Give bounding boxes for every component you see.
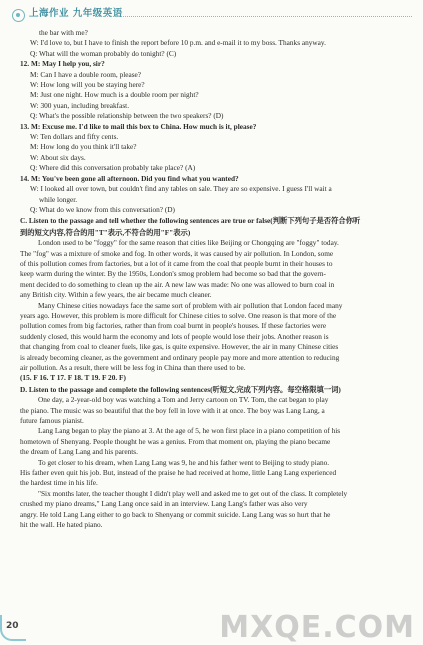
text-line: W: I looked all over town, but couldn't find any tables on sale. They are so expensive. I guess I'll wait a <box>30 184 332 194</box>
text-line: suddenly closed, this would harm the economy and lots of people would lose their jobs. Another reason is <box>20 331 329 341</box>
text-line: years ago. However, this problem is more difficult for Chinese cities to solve. One reason is that more of the <box>20 310 337 320</box>
text-line: Many Chinese cities nowadays face the same sort of problem with air pollution that London faced many <box>38 300 343 310</box>
text-line: pollution comes from big factories, rather than from coal burnt in people's houses. If these factories were <box>20 321 327 331</box>
book-title: 上海作业 九年级英语 <box>29 8 123 19</box>
book-logo-icon <box>12 9 25 22</box>
text-line: W: About six days. <box>30 152 86 162</box>
text-line: Q: What's the possible relationship between the two speakers? (D) <box>30 111 224 121</box>
text-line: future famous pianist. <box>20 416 84 426</box>
text-line: while longer. <box>39 194 78 204</box>
text-line: His father even quit his job. But, instead of the praise he had received at home, little Lang Lang experienced <box>20 468 337 478</box>
text-line: M: Can I have a double room, please? <box>30 69 142 79</box>
text-line: hometown of Shenyang. People thought he was a genius. From that moment on, playing the piano became <box>20 436 331 446</box>
text-line: hit the wall. He hated piano. <box>20 520 103 530</box>
text-line: D. Listen to the passage and complete the following sentences(听短文,完成下列内容。每空格限填一词) <box>20 384 341 394</box>
header-rule <box>97 16 412 17</box>
text-line: angry. He told Lang Lang either to go back to Shenyang or commit suicide. Lang Lang was so hurt that he <box>20 509 331 519</box>
text-line: that changing from coal to cleaner fuels, like gas, is quite expensive. However, the air in many Chinese cities <box>20 342 339 352</box>
text-line: M: How long do you think it'll take? <box>30 142 137 152</box>
text-line: (15. F 16. T 17. F 18. T 19. F 20. F) <box>20 373 126 383</box>
text-line: London used to be "foggy" for the same reason that cities like Beijing or Chongqing are "foggy" today. <box>38 238 339 248</box>
text-line: One day, a 2-year-old boy was watching a Tom and Jerry cartoon on TV. Tom, the cat began to play <box>38 395 329 405</box>
text-line: 12. M: May I help you, sir? <box>20 59 105 69</box>
text-line: W: Ten dollars and fifty cents. <box>30 132 119 142</box>
text-line: W: How long will you be staying here? <box>30 80 145 90</box>
text-line: the dream of Lang Lang and his parents. <box>20 447 138 457</box>
text-line: keep warm during the winter. By the 1950s, London's smog problem had become so bad that the govern- <box>20 269 326 279</box>
text-line: M: Just one night. How much is a double room per night? <box>30 90 199 100</box>
text-line: any British city. Within a few years, the air became much cleaner. <box>20 290 212 300</box>
text-line: air pollution. As a result, there will be less fog in China than there used to be. <box>20 363 246 372</box>
text-line: ment decided to do something to clean up the air. A new law was made: No one was allowed to burn coal in <box>20 279 335 289</box>
text-line: Q: What will the woman probably do tonight? (C) <box>30 48 177 58</box>
text-line: W: 300 yuan, including breakfast. <box>30 100 130 110</box>
text-line: the hardest time in his life. <box>20 478 98 488</box>
text-line: "Six months later, the teacher thought I didn't play well and asked me to get out of the class. It completely <box>38 488 348 498</box>
text-line: Lang Lang began to play the piano at 3. At the age of 5, he won first place in a piano competition of his <box>38 426 341 436</box>
text-line: is already becoming cleaner, as the government and ordinary people pay more and more attention to reducing <box>20 352 340 362</box>
text-line: crushed my piano dreams," Lang Lang once said in an interview. Lang Lang's father was also very <box>20 499 308 509</box>
text-line: To get closer to his dream, when Lang Lang was 9, he and his father went to Beijing to study piano. <box>38 457 330 467</box>
watermark: MXQE.COM <box>219 609 415 645</box>
text-line: C. Listen to the passage and tell whether the following sentences are true or false(判断下列句子是否符合你听 <box>20 216 361 226</box>
text-line: the piano. The music was so beautiful that the boy fell in love with it at once. The boy was Lang Lang, a <box>20 405 325 415</box>
text-line: 13. M: Excuse me. I'd like to mail this box to China. How much is it, please? <box>20 121 257 131</box>
page-content <box>20 28 410 531</box>
text-line: Q: Where did this conversation probably take place? (A) <box>30 163 196 173</box>
text-line: Q: What do we know from this conversation? (D) <box>30 204 175 214</box>
text-line: W: I'd love to, but I have to finish the report before 10 p.m. and e-mail it to my boss. Thanks anyway. <box>30 38 326 48</box>
text-line: 14. M: You've been gone all afternoon. Did you find what you wanted? <box>20 173 239 183</box>
text-line: The "fog" was a mixture of smoke and fog. In other words, it was caused by air pollution. In London, some <box>20 248 334 258</box>
text-line: of this pollution comes from factories, but a lot of it came from the coal that people burnt in their houses to <box>20 258 333 268</box>
text-line: the bar with me? <box>39 28 88 37</box>
page-header <box>12 9 412 23</box>
text-line: 到的短文内容,符合的用"T"表示,不符合的用"F"表示) <box>20 227 191 237</box>
page-number: 20 <box>6 620 19 631</box>
